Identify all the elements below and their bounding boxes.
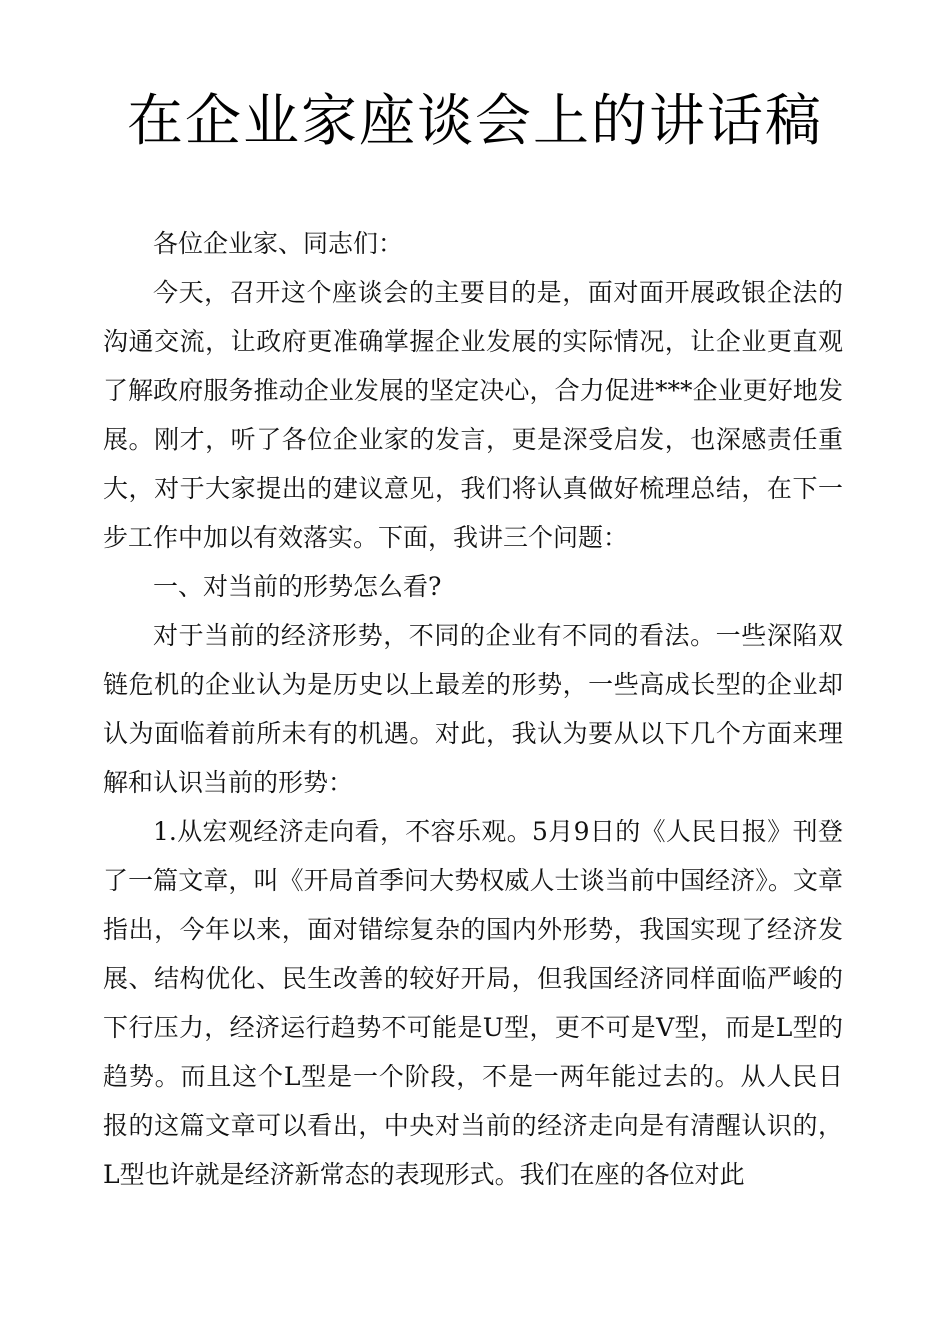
section-heading: 一、对当前的形势怎么看? <box>153 572 442 601</box>
body-paragraph: 1.从宏观经济走向看，不容乐观。5月9日的《人民日报》刊登了一篇文章，叫《开局首季问大势权威人士谈当前中国经济》。文章指出，今年以来，面对错综复杂的国内外形势，我国实现了经济发展、结构优化、民生改善的较好开局，但我国经济同样面临严峻的下行压力，经济运行趋势不可能是U型，更不可是V型，而是L型的趋势。而且这个L型是一个阶段，不是一两年能过去的。从人民日报的这篇文章可以看出，中央对当前的经济走向是有清醒认识的，L型也许就是经济新常态的表现形式。我们在座的各位对此 <box>103 817 843 1189</box>
document-body <box>103 219 843 1199</box>
intro-paragraph: 今天，召开这个座谈会的主要目的是，面对面开展政银企法的沟通交流，让政府更准确掌握企业发展的实际情况，让企业更直观了解政府服务推动企业发展的坚定决心，合力促进***企业更好地发展。刚才，听了各位企业家的发言，更是深受启发，也深感责任重大，对于大家提出的建议意见，我们将认真做好梳理总结，在下一步工作中加以有效落实。下面，我讲三个问题： <box>103 278 843 552</box>
document-title: 在企业家座谈会上的讲话稿 <box>127 89 823 154</box>
salutation-paragraph: 各位企业家、同志们： <box>153 229 404 258</box>
body-paragraph: 对于当前的经济形势，不同的企业有不同的看法。一些深陷双链危机的企业认为是历史以上最差的形势，一些高成长型的企业却认为面临着前所未有的机遇。对此，我认为要从以下几个方面来理解和认识当前的形势： <box>103 621 843 797</box>
